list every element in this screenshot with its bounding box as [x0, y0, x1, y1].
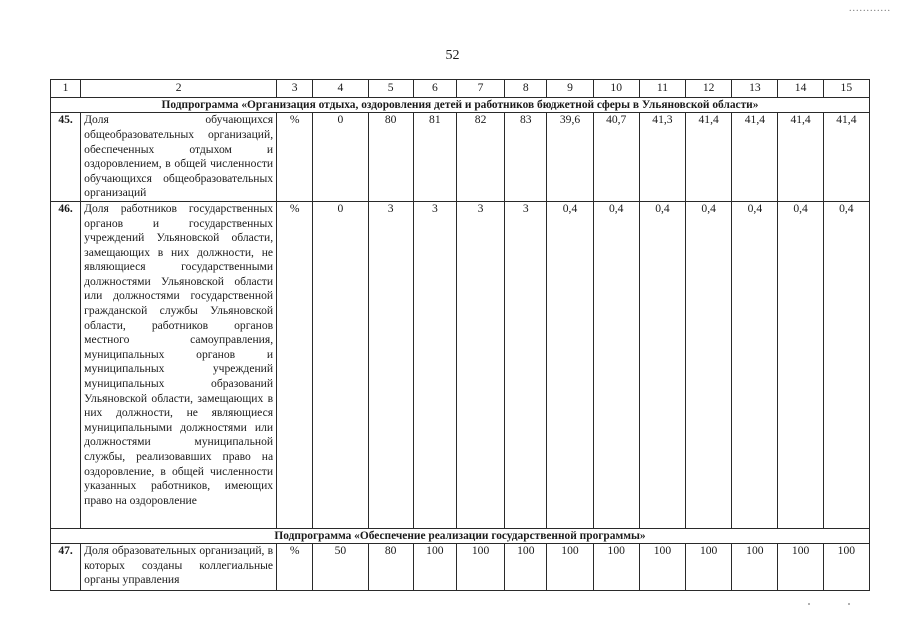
value-cell: 0,4 — [778, 201, 823, 528]
value-cell: 82 — [456, 113, 504, 202]
section-title: Подпрограмма «Организация отдыха, оздоровления детей и работников бюджетной сферы в Ульяновской области» — [51, 98, 870, 113]
page-number: 52 — [445, 48, 460, 63]
header-cell: 10 — [593, 80, 639, 98]
value-cell: 0 — [313, 201, 368, 528]
value-cell: 100 — [456, 544, 504, 591]
value-cell: 0 — [313, 113, 368, 202]
value-cell: 41,4 — [686, 113, 732, 202]
value-cell: 100 — [823, 544, 869, 591]
header-cell: 1 — [51, 80, 81, 98]
value-cell: 80 — [368, 544, 413, 591]
value-cell: 83 — [505, 113, 547, 202]
unit-cell: % — [277, 201, 313, 528]
value-cell: 100 — [686, 544, 732, 591]
section-title: Подпрограмма «Обеспечение реализации государственной программы» — [51, 528, 870, 543]
value-cell: 0,4 — [686, 201, 732, 528]
value-cell: 41,3 — [639, 113, 685, 202]
value-cell: 3 — [413, 201, 456, 528]
table-row — [51, 544, 870, 591]
value-cell: 3 — [456, 201, 504, 528]
header-cell: 9 — [547, 80, 593, 98]
header-cell: 13 — [732, 80, 778, 98]
indicator-description: Доля образовательных организаций, в которых созданы коллегиальные органы управления — [81, 544, 277, 591]
row-number: 45. — [51, 113, 81, 202]
value-cell: 100 — [547, 544, 593, 591]
header-cell: 5 — [368, 80, 413, 98]
value-cell: 81 — [413, 113, 456, 202]
value-cell: 100 — [732, 544, 778, 591]
indicator-description: Доля обучающихся общеобразовательных организаций, обеспеченных отдыхом и оздоровлением, в общей численности обучающихся общеобразовательных организаций — [81, 113, 277, 202]
value-cell: 0,4 — [593, 201, 639, 528]
header-cell: 12 — [686, 80, 732, 98]
header-cell: 8 — [505, 80, 547, 98]
value-cell: 0,4 — [547, 201, 593, 528]
header-cell: 14 — [778, 80, 823, 98]
section-row — [51, 98, 870, 113]
value-cell: 41,4 — [732, 113, 778, 202]
value-cell: 41,4 — [823, 113, 869, 202]
header-cell: 7 — [456, 80, 504, 98]
table-header-row — [51, 80, 870, 98]
value-cell: 50 — [313, 544, 368, 591]
indicators-table — [50, 79, 870, 591]
scan-artifact — [808, 603, 810, 605]
value-cell: 100 — [778, 544, 823, 591]
value-cell: 100 — [639, 544, 685, 591]
header-cell: 4 — [313, 80, 368, 98]
header-cell: 2 — [81, 80, 277, 98]
row-number: 47. — [51, 544, 81, 591]
value-cell: 3 — [368, 201, 413, 528]
header-cell: 6 — [413, 80, 456, 98]
value-cell: 100 — [593, 544, 639, 591]
value-cell: 39,6 — [547, 113, 593, 202]
section-row — [51, 528, 870, 543]
unit-cell: % — [277, 544, 313, 591]
unit-cell: % — [277, 113, 313, 202]
header-cell: 15 — [823, 80, 869, 98]
value-cell: 100 — [505, 544, 547, 591]
value-cell: 40,7 — [593, 113, 639, 202]
scan-artifact — [848, 603, 850, 605]
header-cell: 3 — [277, 80, 313, 98]
value-cell: 0,4 — [823, 201, 869, 528]
value-cell: 0,4 — [639, 201, 685, 528]
row-number: 46. — [51, 201, 81, 528]
value-cell: 80 — [368, 113, 413, 202]
value-cell: 41,4 — [778, 113, 823, 202]
indicator-description: Доля работников государственных органов и государственных учреждений Ульяновской области, замещающих в них должности, не являющиеся государственными должностями Ульяновской области или должностями государственной гражданской службы Ульяновской области, работников органов местного самоуправления, муниципальных органов и муниципальных учреждений муниципальных образований Ульяновской области, замещающих в них должности, не являющиеся муниципальными должностями или должностями муниципальной службы, реализовавших право на оздоровление, в общей численности указанных работников, имеющих право на оздоровление — [81, 201, 277, 528]
value-cell: 3 — [505, 201, 547, 528]
table-row — [51, 201, 870, 528]
header-cell: 11 — [639, 80, 685, 98]
value-cell: 100 — [413, 544, 456, 591]
scan-corner-mark: ............ — [849, 3, 891, 14]
value-cell: 0,4 — [732, 201, 778, 528]
table-row — [51, 113, 870, 202]
